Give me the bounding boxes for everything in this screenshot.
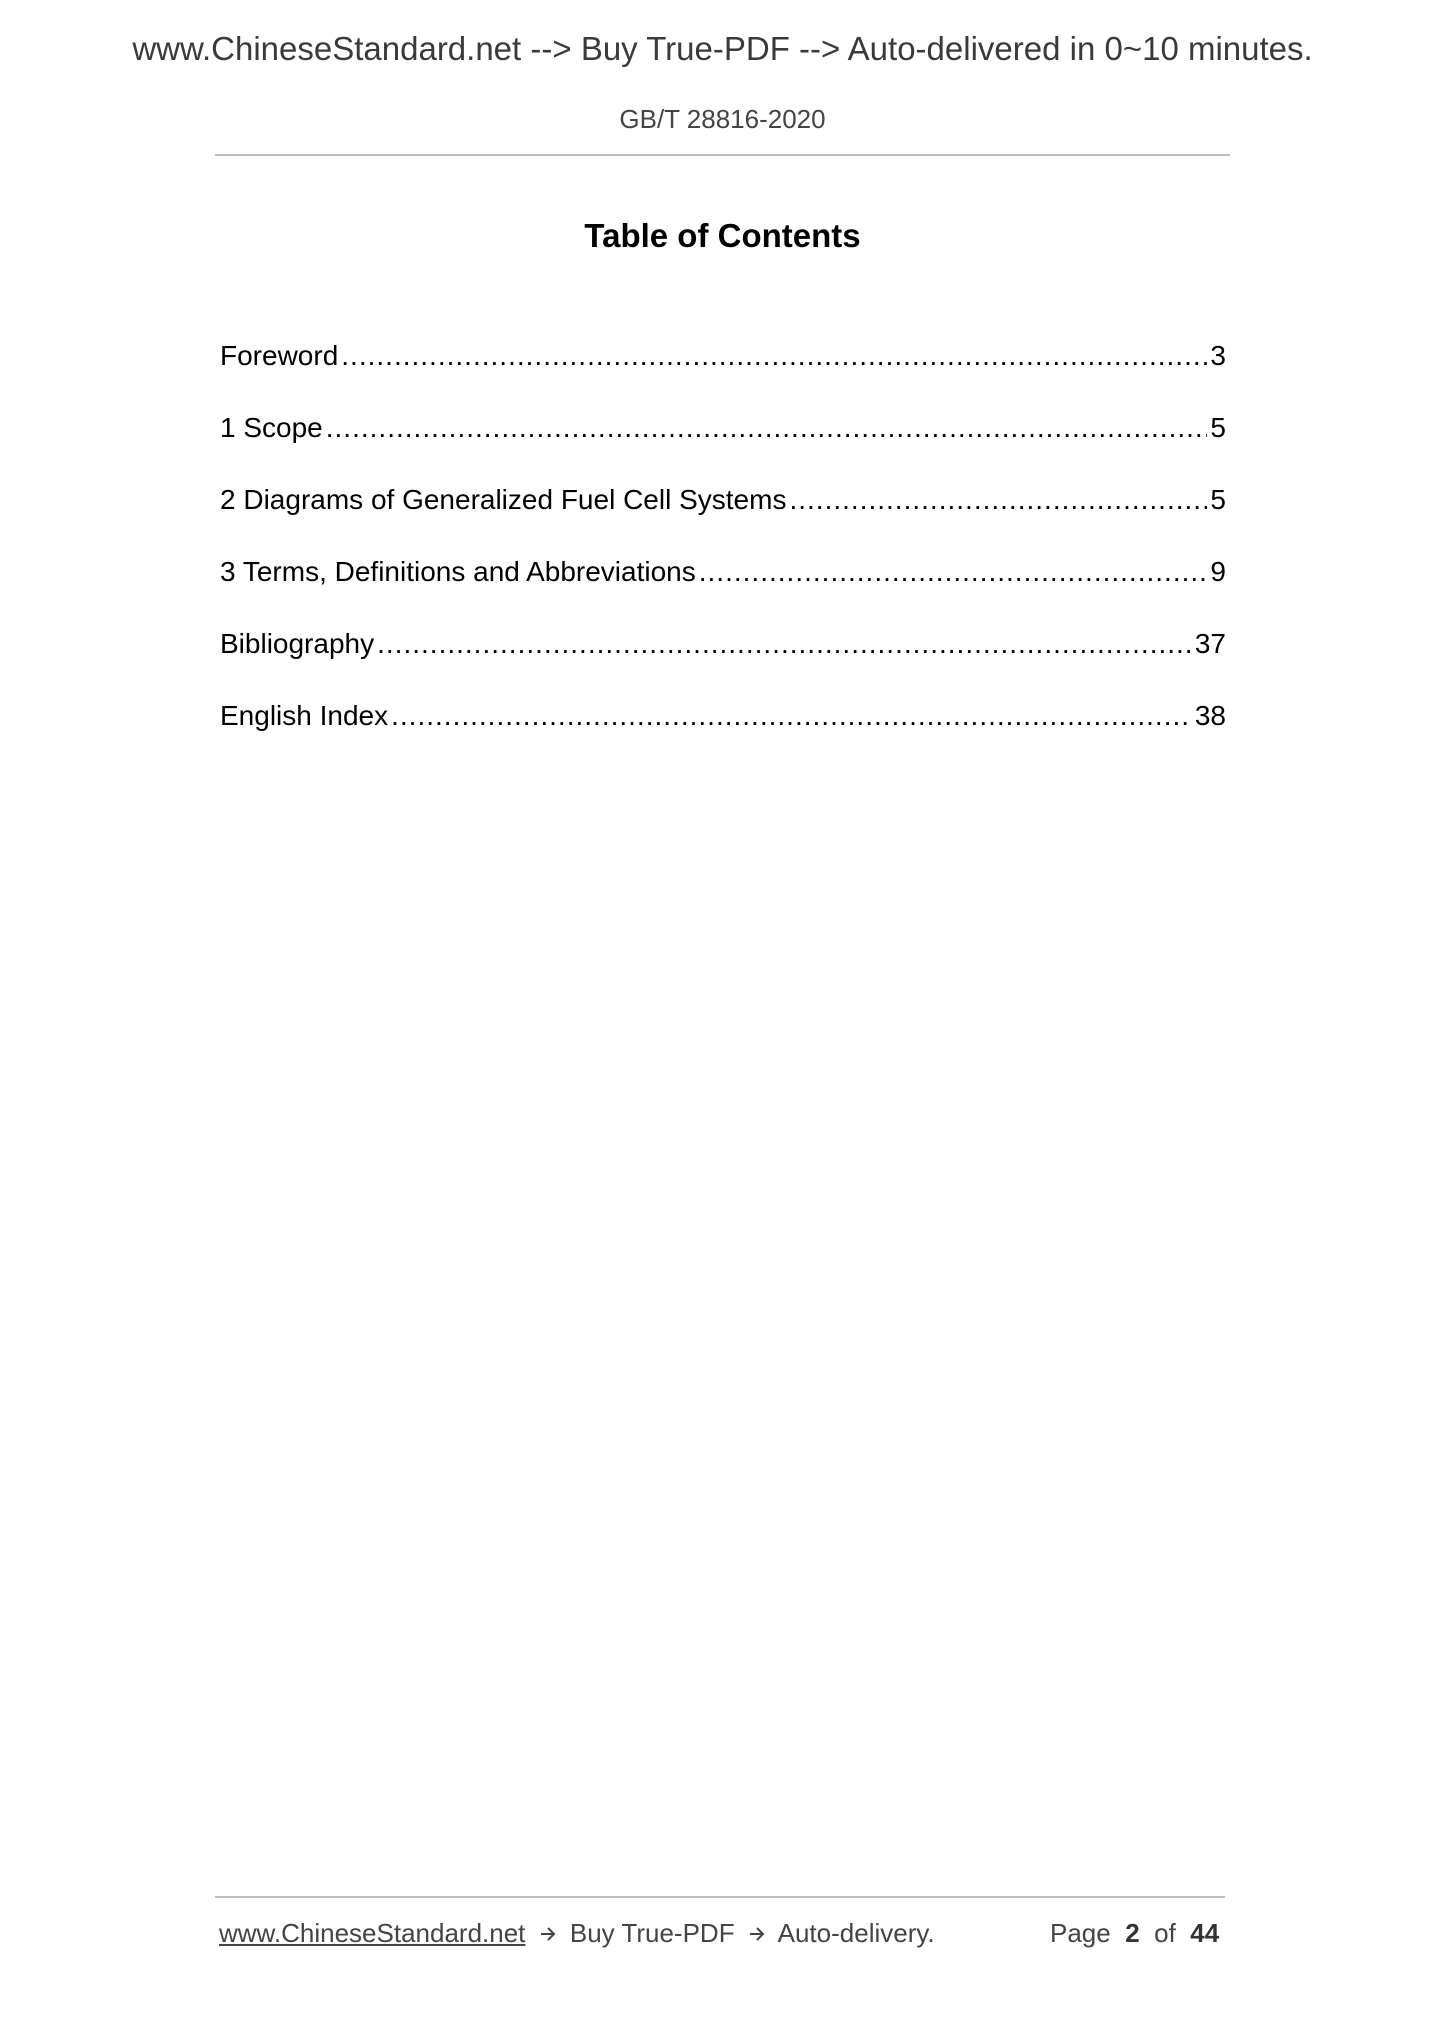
right-arrow-icon xyxy=(539,1918,557,1949)
toc-entry-page: 5 xyxy=(1210,484,1226,515)
toc-title: Table of Contents xyxy=(584,217,861,254)
toc-entry-scope[interactable] xyxy=(220,407,1226,479)
banner-site: www.ChineseStandard.net xyxy=(132,30,522,67)
toc-entry-label: 1 Scope xyxy=(220,412,323,443)
toc-entry-page: 9 xyxy=(1210,556,1226,587)
toc-entry-diagrams[interactable] xyxy=(220,479,1226,551)
toc-entry-label: 3 Terms, Definitions and Abbreviations xyxy=(220,556,696,587)
footer-site-link[interactable]: www.ChineseStandard.net xyxy=(219,1918,526,1948)
page-total: 44 xyxy=(1190,1918,1220,1948)
header-divider xyxy=(215,154,1230,156)
toc-dot-leader xyxy=(377,623,1192,665)
toc-entry-terms[interactable] xyxy=(220,551,1226,623)
toc-entry-page: 3 xyxy=(1210,340,1226,371)
banner-buy: Buy True-PDF xyxy=(580,30,790,67)
right-arrow-icon xyxy=(748,1918,766,1949)
toc-entry-english-index[interactable] xyxy=(220,695,1226,767)
footer-divider xyxy=(215,1896,1225,1898)
toc-entry-label: Bibliography xyxy=(220,628,375,659)
toc-list xyxy=(220,335,1226,767)
toc-dot-leader xyxy=(699,551,1208,593)
page-of: of xyxy=(1154,1918,1176,1948)
document-code: GB/T 28816-2020 xyxy=(619,104,826,134)
page-footer xyxy=(219,1918,1225,1949)
toc-dot-leader xyxy=(789,479,1207,521)
banner-separator: --> xyxy=(799,30,841,67)
page-number xyxy=(1050,1918,1219,1949)
banner-delivery: Auto-delivered in 0~10 minutes. xyxy=(847,30,1313,67)
page-current: 2 xyxy=(1125,1918,1140,1948)
page-word: Page xyxy=(1050,1918,1111,1948)
toc-entry-foreword[interactable] xyxy=(220,335,1226,407)
footer-delivery-text: Auto-delivery. xyxy=(777,1918,935,1948)
toc-entry-page: 5 xyxy=(1210,412,1226,443)
toc-entry-label: Foreword xyxy=(220,340,339,371)
toc-entry-label: 2 Diagrams of Generalized Fuel Cell Systems xyxy=(220,484,787,515)
banner-separator: --> xyxy=(530,30,572,67)
toc-entry-page: 38 xyxy=(1194,700,1226,731)
toc-entry-bibliography[interactable] xyxy=(220,623,1226,695)
top-banner xyxy=(0,30,1445,68)
toc-dot-leader xyxy=(341,335,1207,377)
toc-entry-page: 37 xyxy=(1194,628,1226,659)
toc-entry-label: English Index xyxy=(220,700,389,731)
toc-dot-leader xyxy=(326,407,1208,449)
footer-buy-text: Buy True-PDF xyxy=(569,1918,735,1948)
toc-dot-leader xyxy=(391,695,1192,737)
